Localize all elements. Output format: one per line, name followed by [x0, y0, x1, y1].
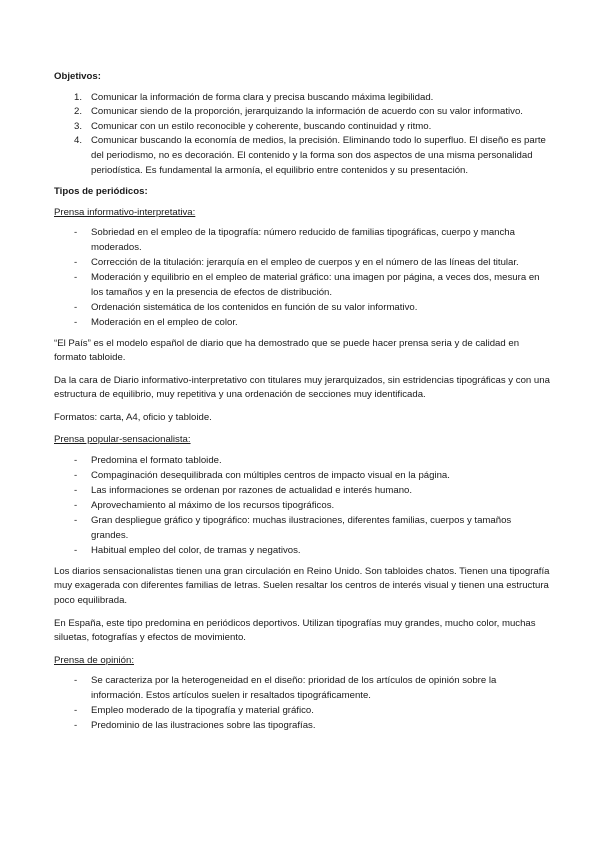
- list-item: [54, 301, 550, 316]
- list-item-text: Moderación en el empleo de color.: [91, 316, 238, 328]
- dash-bullet: -: [74, 455, 78, 467]
- paragraph: En España, este tipo predomina en periódicos deportivos. Utilizan tipografías muy grandes, mucho color, muchas siluetas, fotografías y efectos de movimiento.: [54, 617, 536, 644]
- popular-list: [54, 454, 550, 559]
- list-item-text: Habitual empleo del color, de tramas y negativos.: [91, 545, 301, 557]
- list-item-text: Moderación y equilibrio en el empleo de material gráfico: una imagen por página, a veces dos, mesura en los tamaños y en la presencia de efectos de distribución.: [91, 272, 540, 298]
- objectives-list: [54, 91, 550, 179]
- objective-text: Comunicar siendo de la proporción, jerarquizando la información de acuerdo con su valor informativo.: [91, 106, 523, 118]
- dash-bullet: -: [74, 515, 78, 527]
- informative-heading: Prensa informativo-interpretativa:: [54, 206, 196, 218]
- dash-bullet: -: [74, 227, 78, 239]
- list-item: [54, 469, 550, 484]
- dash-bullet: -: [74, 720, 78, 732]
- document-page: [54, 70, 550, 740]
- dash-bullet: -: [74, 545, 78, 557]
- dash-bullet: -: [74, 257, 78, 269]
- dash-bullet: -: [74, 301, 78, 313]
- paragraph: “El País” es el modelo español de diario que ha demostrado que se puede hacer prensa seria y de calidad en formato tabloide.: [54, 337, 520, 364]
- list-item-text: Predomina el formato tabloide.: [91, 455, 222, 467]
- dash-bullet: -: [74, 704, 78, 716]
- dash-bullet: -: [74, 272, 78, 284]
- opinion-heading: Prensa de opinión:: [54, 654, 135, 666]
- list-item: [54, 226, 550, 255]
- list-item-text: Gran despliegue gráfico y tipográfico: muchas ilustraciones, diferentes familias, cuerpos y tamaños grandes.: [91, 515, 512, 542]
- dash-bullet: -: [74, 316, 78, 328]
- objective-item: [54, 105, 550, 120]
- list-item: [54, 499, 550, 514]
- objective-number: 2.: [74, 106, 83, 118]
- list-item: [54, 674, 550, 703]
- objective-text: Comunicar con un estilo reconocible y coherente, buscando continuidad y ritmo.: [91, 120, 432, 132]
- list-item: [54, 719, 550, 734]
- list-item: [54, 484, 550, 499]
- list-item-text: Ordenación sistemática de los contenidos en función de su valor informativo.: [91, 301, 418, 313]
- types-heading: Tipos de periódicos:: [54, 186, 148, 198]
- dash-bullet: -: [74, 500, 78, 512]
- list-item-text: Predominio de las ilustraciones sobre las tipografías.: [91, 720, 316, 732]
- list-item-text: Se caracteriza por la heterogeneidad en el diseño: prioridad de los artículos de opinión sobre la información. Estos artículos suelen ir resaltados tipográficamente.: [91, 675, 497, 701]
- informative-list: [54, 226, 550, 330]
- paragraph: Formatos: carta, A4, oficio y tabloide.: [54, 411, 212, 423]
- objective-item: [54, 91, 550, 106]
- opinion-list: [54, 674, 550, 733]
- list-item-text: Aprovechamiento al máximo de los recursos tipográficos.: [91, 500, 335, 512]
- list-item-text: Corrección de la titulación: jerarquía en el empleo de cuerpos y en el número de las líneas del titular.: [91, 257, 519, 269]
- list-item: [54, 514, 550, 543]
- list-item: [54, 544, 550, 559]
- objective-item: [54, 134, 550, 178]
- dash-bullet: -: [74, 470, 78, 482]
- list-item-text: Las informaciones se ordenan por razones de actualidad e interés humano.: [91, 485, 413, 497]
- paragraph: Los diarios sensacionalistas tienen una gran circulación en Reino Unido. Son tabloides chatos. Tienen una tipografía muy exagerada con diferentes familias de letras. Suelen resaltar los centros de interés visual y tienen una estructura poco equilibrada.: [54, 565, 550, 606]
- list-item: [54, 454, 550, 469]
- list-item: [54, 316, 550, 331]
- popular-heading: Prensa popular-sensacionalista:: [54, 434, 191, 446]
- objective-item: [54, 120, 550, 135]
- list-item-text: Empleo moderado de la tipografía y material gráfico.: [91, 704, 314, 716]
- list-item: [54, 256, 550, 271]
- dash-bullet: -: [74, 485, 78, 497]
- objective-number: 3.: [74, 120, 83, 132]
- objective-number: 1.: [74, 91, 83, 103]
- paragraph: Da la cara de Diario informativo-interpretativo con titulares muy jerarquizados, sin estridencias tipográficas y con una estructura de equilibrio, muy repetitiva y una ordenación de secciones muy identificada.: [54, 374, 550, 401]
- objectives-heading: Objetivos:: [54, 71, 101, 82]
- list-item: [54, 704, 550, 719]
- objective-number: 4.: [74, 135, 83, 147]
- dash-bullet: -: [74, 675, 78, 687]
- list-item-text: Sobriedad en el empleo de la tipografía: número reducido de familias tipográficas, cuerpo y mancha moderados.: [91, 227, 515, 253]
- objective-text: Comunicar buscando la economía de medios, la precisión. Eliminando todo lo superfluo. El diseño es parte del periodismo, no es decoración. El contenido y la forma son dos aspectos de una misma personalidad periodística. Es fundamental la armonía, el equilibrio entre contenidos y su presentación.: [91, 135, 546, 176]
- list-item-text: Compaginación desequilibrada con múltiples centros de impacto visual en la página.: [91, 470, 450, 482]
- list-item: [54, 271, 550, 300]
- objective-text: Comunicar la información de forma clara y precisa buscando máxima legibilidad.: [91, 91, 434, 103]
